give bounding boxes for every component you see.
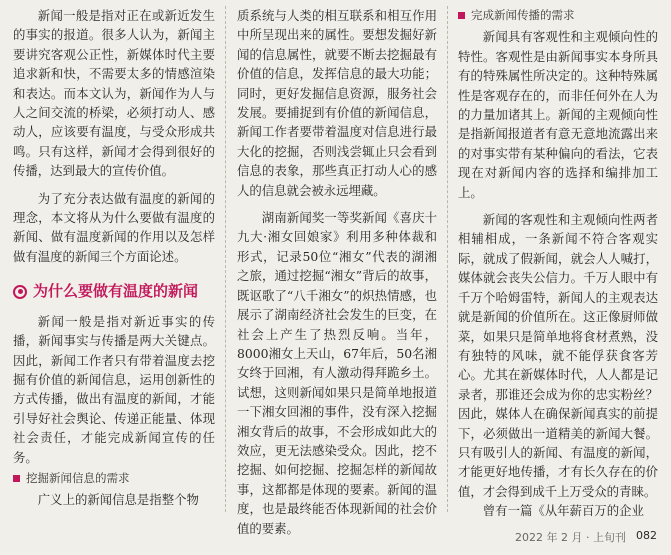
paragraph: 质系统与人类的相互联系和相互作用中所呈现出来的属性。要想发掘好新闻的信息属性，就要不断去挖掘最有价值的信息，发挥信息的最大功能；同时，更好发掘信息资源，服务社会发展。要捕捉到有价值的新闻信息，新闻工作者要带着温度对信息进行最大化的挖掘，否则浅尝辄止只会看到信息的表象，那些真正打动人心的感人的信息就会被永远埋藏。 — [237, 8, 437, 198]
paragraph: 新闻具有客观性和主观倾向性的特性。客观性是由新闻事实本身所具有的特殊属性所决定的。这种特殊属性是客观存在的，而非任何外在人为的力量加诸其上。新闻的主观倾向性是指新闻报道者有意无意地流露出来的对事实带有某种偏向的看法，它表现在对新闻内容的选择和编排加工上。 — [458, 29, 658, 200]
section-heading — [13, 282, 215, 301]
paragraph: 新闻一般是指对新近事实的传播，新闻事实与传播是两大关键点。因此，新闻工作者只有带着温度去挖掘有价值的新闻信息，运用创新性的方式传播，做出有温度的新闻，才能引导好社会舆论、传递正能量、体现社会责任，才能完成新闻宣传的任务。 — [13, 313, 215, 465]
article-column-1 — [13, 6, 215, 510]
column-divider — [225, 6, 226, 512]
square-bullet-icon — [458, 12, 465, 19]
circle-bullet-icon — [13, 285, 27, 299]
subheading — [458, 6, 658, 25]
paragraph: 新闻一般是指对正在或新近发生的事实的报道。很多人认为，新闻主要讲究客观公正性，新媒体时代主要追求新和快，不需要太多的情感渲染和表达。而本文认为，新闻作为人与人之间交流的桥梁，必须打动人、感动人，应该要有温度，与受众形成共鸣。只有这样，新闻才会得到很好的传播，达到最大的宣传价值。 — [13, 8, 215, 179]
subheading-text: 完成新闻传播的需求 — [471, 8, 575, 22]
column-divider — [447, 6, 448, 512]
section-heading-text: 为什么要做有温度的新闻 — [33, 282, 199, 301]
issue-date: 2022 年 2 月 · 上旬刊 — [515, 531, 626, 544]
subheading-text: 挖掘新闻信息的需求 — [26, 470, 130, 485]
page-footer — [515, 529, 657, 545]
subheading — [13, 469, 215, 488]
square-bullet-icon — [13, 475, 20, 482]
paragraph: 曾有一篇《从年薪百万的企业 — [482, 503, 644, 519]
paragraph: 广义上的新闻信息是指整个物 — [37, 492, 199, 508]
page-number: 082 — [636, 529, 657, 542]
article-column-3 — [458, 6, 658, 521]
paragraph: 为了充分表达做有温度的新闻的理念，本文将从为什么要做有温度的新闻、做有温度新闻的作用以及怎样做有温度的新闻三个方面论述。 — [13, 190, 215, 264]
paragraph: 湖南新闻奖一等奖新闻《喜庆十九大·湘女回娘家》利用多种体裁和形式，记录50位“湘女”代表的湖湘之旅，通过挖掘“湘女”背后的故事，既讴歌了“八千湘女”的炽热情感，也展示了湖南经济社会发生的巨变，在社会上产生了热烈反响。当年，8000湘女上天山，67年后，50名湘女终于回湘，有人激动得拜跪乡土。试想，这则新闻如果只是简单地报道一下湘女回湘的事件，没有深入挖掘湘女背后的故事，不会形成如此大的效应，更无法感染受众。因此，挖不挖掘、如何挖掘、挖掘怎样的新闻故事，这都都是体现的要素。新闻的温度，也是最终能否体现新闻的社会价值的要素。 — [237, 210, 437, 536]
paragraph: 新闻的客观性和主观倾向性两者相辅相成，一条新闻不符合客观实际，就成了假新闻，就会人人喊打，媒体就会丧失公信力。千万人眼中有千万个哈姆雷特，新闻人的主观表达就是新闻的价值所在。这正像厨师做菜，如果只是简单地将食材煮熟，没有独特的风味，就不能俘获食客芳心。尤其在新媒体时代，人人都是记录者，那谁还会成为你的忠实粉丝？因此，媒体人在确保新闻真实的前提下，必须做出一道精美的新闻大餐。只有吸引人的新闻、有温度的新闻，才能更好地传播，才有长久存在的价值，才会得到成千上万受众的青睐。 — [458, 212, 658, 499]
article-column-2 — [237, 6, 437, 538]
